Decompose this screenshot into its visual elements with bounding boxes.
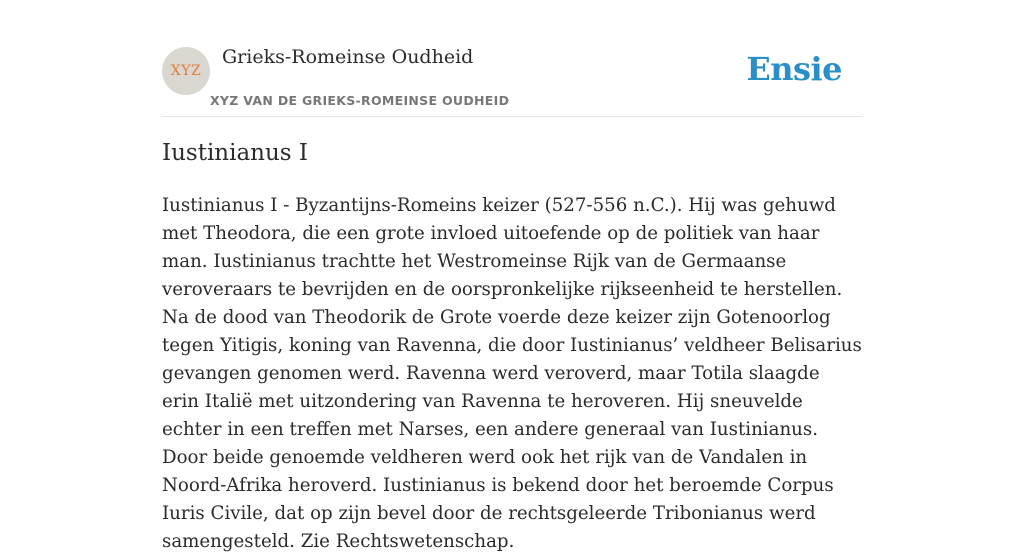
page xyxy=(162,0,862,552)
dictionary-subtitle: XYZ VAN DE GRIEKS-ROMEINSE OUDHEID xyxy=(210,93,510,108)
article-body: Iustinianus I - Byzantijns-Romeins keizer (527-556 n.C.). Hij was gehuwd met Theodora, die een grote invloed uitoefende op de politiek van haar man. Iustinianus trachtte het Westromeinse Rijk van de Germaanse veroveraars te bevrijden en de oorspronkelijke rijkseenheid te herstellen. Na de dood van Theodorik de Grote voerde deze keizer zijn Gotenoorlog tegen Yitigis, koning van Ravenna, die door Iustinianus’ veldheer Belisarius gevangen genomen werd. Ravenna werd veroverd, maar Totila slaagde erin Italië met uitzondering van Ravenna te heroveren. Hij sneuvelde echter in een treffen met Narses, een andere generaal van Iustinianus. Door beide genoemde veldheren werd ook het rijk van de Vandalen in Noord-Afrika heroverd. Iustinianus is bekend door het beroemde Corpus Iuris Civile, dat op zijn bevel door de rechtsgeleerde Tribonianus werd samengesteld. Zie Rechtswetenschap. xyxy=(162,195,862,552)
dictionary-title-link[interactable]: Grieks-Romeinse Oudheid xyxy=(222,46,474,68)
logo-text: XYZ xyxy=(170,63,202,79)
article-title: Iustinianus I xyxy=(162,140,309,166)
header xyxy=(162,0,862,117)
ensie-brand-logo[interactable]: Ensie xyxy=(746,50,842,88)
dictionary-logo[interactable] xyxy=(162,47,210,95)
